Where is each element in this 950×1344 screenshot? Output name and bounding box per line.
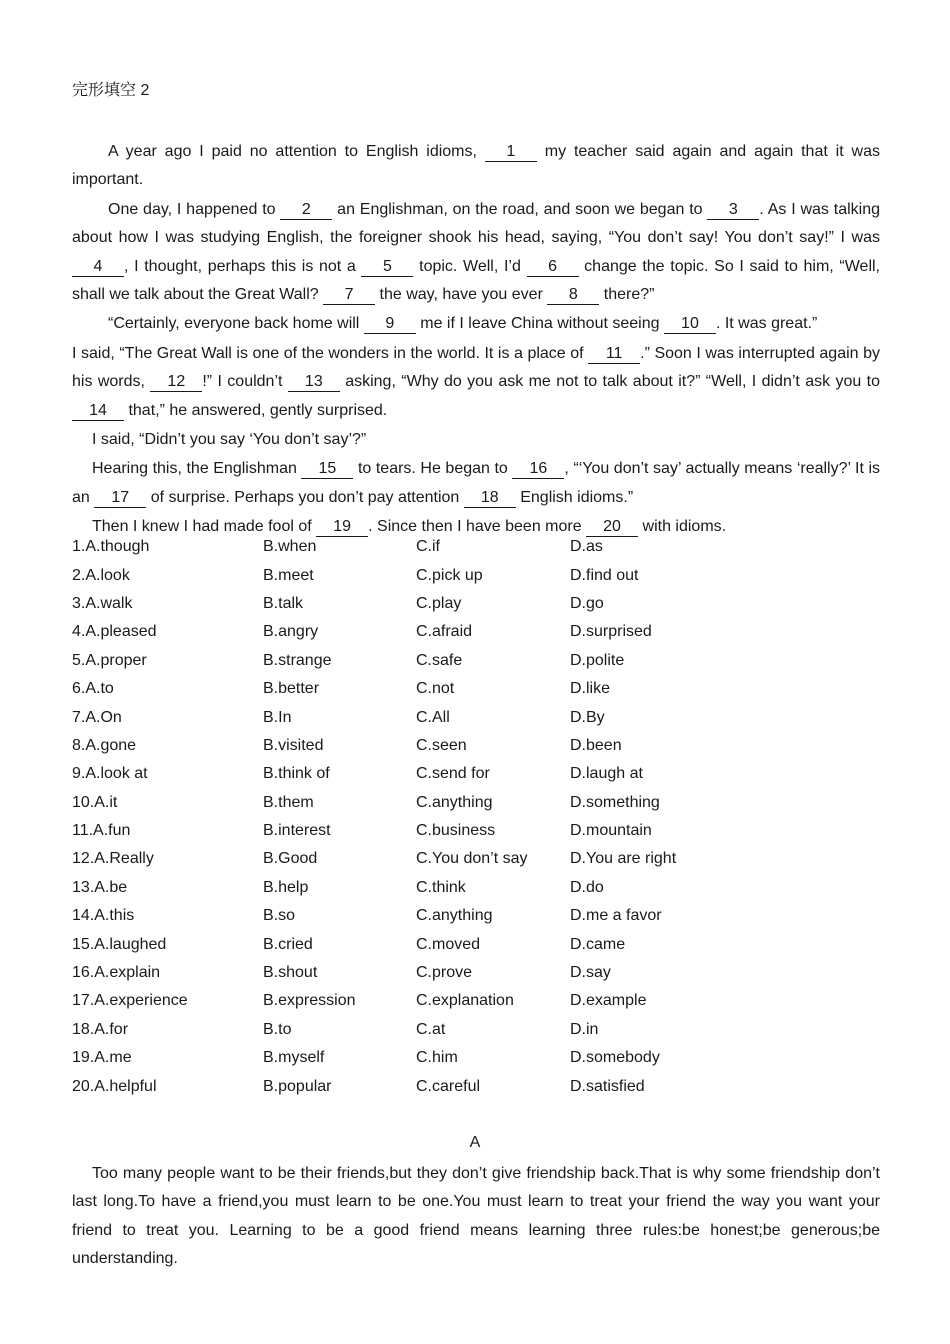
option-choice-b: B.myself: [263, 1049, 325, 1067]
option-choice-a: 5.A.proper: [72, 651, 147, 669]
option-row: [72, 789, 892, 817]
option-choice-a: 2.A.look: [72, 566, 130, 584]
option-row: [72, 647, 892, 675]
option-row: [72, 590, 892, 618]
blank-17: 17: [94, 489, 146, 508]
option-row: [72, 561, 892, 589]
option-choice-c: C.moved: [416, 935, 481, 953]
passage-text: to tears. He began to: [353, 460, 513, 478]
passage-text: .” Soon I was interrupted again by his words,: [72, 344, 880, 391]
option-choice-b: B.so: [263, 907, 296, 925]
blank-12: 12: [150, 373, 202, 392]
blank-1: 1: [485, 143, 537, 162]
option-choice-b: B.strange: [263, 651, 332, 669]
option-choice-c: C.afraid: [416, 623, 473, 641]
option-choice-a: 4.A.pleased: [72, 623, 157, 641]
option-choice-d: D.You are right: [570, 850, 677, 868]
option-row: [72, 1016, 892, 1044]
option-choice-c: C.seen: [416, 736, 467, 754]
option-choice-a: 11.A.fun: [72, 822, 131, 840]
option-choice-d: D.example: [570, 992, 647, 1010]
option-row: [72, 760, 892, 788]
passage-paragraph: [72, 426, 880, 454]
blank-13: 13: [288, 373, 340, 392]
option-choice-c: C.careful: [416, 1077, 481, 1095]
option-choice-c: C.safe: [416, 651, 463, 669]
option-choice-c: C.him: [416, 1049, 458, 1067]
option-choice-c: C.if: [416, 538, 440, 556]
option-choice-b: B.In: [263, 708, 292, 726]
passage-paragraph: [72, 196, 880, 310]
page-title: 完形填空 2: [72, 82, 150, 99]
option-choice-c: C.All: [416, 708, 450, 726]
passage-text: there?”: [599, 286, 655, 304]
option-choice-a: 3.A.walk: [72, 594, 133, 612]
option-row: [72, 732, 892, 760]
passage-paragraph: [72, 340, 880, 425]
option-choice-a: 6.A.to: [72, 680, 114, 698]
passage-text: English idioms.”: [515, 488, 634, 506]
option-row: [72, 845, 892, 873]
option-choice-b: B.them: [263, 793, 314, 811]
passage-text: A year ago I paid no attention to English idioms,: [108, 143, 485, 160]
option-choice-d: D.do: [570, 878, 604, 896]
blank-15: 15: [301, 460, 353, 479]
option-choice-d: D.as: [570, 538, 603, 556]
option-choice-b: B.popular: [263, 1077, 332, 1095]
option-choice-d: D.came: [570, 935, 626, 953]
passage-text: an Englishman, on the road, and soon we began to: [332, 200, 708, 218]
option-choice-d: D.somebody: [570, 1049, 660, 1067]
option-row: [72, 874, 892, 902]
option-choice-c: C.prove: [416, 964, 473, 982]
option-choice-a: 19.A.me: [72, 1049, 132, 1067]
passage-text: One day, I happened to: [108, 200, 281, 218]
option-row: [72, 902, 892, 930]
option-choice-a: 1.A.though: [72, 538, 150, 556]
passage-text: my teacher said again and again that it was important.: [72, 143, 881, 189]
option-choice-c: C.pick up: [416, 566, 483, 584]
passage-text: that,” he answered, gently surprised.: [124, 401, 388, 419]
passage-text: Then I knew I had made fool of: [92, 518, 317, 536]
option-row: [72, 987, 892, 1015]
option-choice-c: C.think: [416, 878, 466, 896]
passage-text: . As I was talking about how I was studying English, the foreigner shook his head, saying, “You don’t say! You don’t say!” I was: [72, 200, 881, 247]
option-row: [72, 959, 892, 987]
option-choice-b: B.when: [263, 538, 317, 556]
blank-8: 8: [547, 286, 599, 305]
blank-9: 9: [364, 315, 416, 334]
option-choice-a: 12.A.Really: [72, 850, 154, 868]
blank-14: 14: [72, 402, 124, 421]
option-choice-a: 17.A.experience: [72, 992, 188, 1010]
option-choice-c: C.You don’t say: [416, 850, 528, 868]
option-choice-a: 13.A.be: [72, 878, 128, 896]
passage-text: change the topic. So I said to him, “Well, shall we talk about the Great Wall?: [72, 257, 880, 304]
passage-text: the way, have you ever: [375, 286, 548, 304]
option-row: [72, 675, 892, 703]
option-row: [72, 618, 892, 646]
passage-text: . Since then I have been more: [368, 518, 587, 536]
option-row: [72, 1072, 892, 1100]
option-row: [72, 533, 892, 561]
blank-3: 3: [707, 201, 759, 220]
option-choice-d: D.By: [570, 708, 605, 726]
option-row: [72, 817, 892, 845]
cloze-passage: [72, 138, 880, 543]
option-choice-b: B.meet: [263, 566, 314, 584]
option-choice-b: B.better: [263, 680, 320, 698]
passage-text: , “‘You don’t say’ actually means ‘really?’ It is an: [72, 460, 881, 506]
blank-4: 4: [72, 258, 124, 277]
option-choice-d: D.polite: [570, 651, 625, 669]
passage-text: !” I couldn’t: [202, 373, 288, 391]
option-choice-b: B.visited: [263, 736, 324, 754]
section-heading: A: [469, 1134, 481, 1151]
option-choice-d: D.me a favor: [570, 907, 662, 925]
blank-7: 7: [323, 286, 375, 305]
option-choice-b: B.shout: [263, 964, 318, 982]
passage-text: me if I leave China without seeing: [415, 315, 664, 333]
option-choice-b: B.help: [263, 878, 309, 896]
passage-text: , I thought, perhaps this is not a: [124, 257, 362, 275]
blank-6: 6: [527, 258, 579, 277]
option-choice-d: D.mountain: [570, 822, 652, 840]
option-row: [72, 1044, 892, 1072]
option-choice-c: C.explanation: [416, 992, 514, 1010]
blank-5: 5: [361, 258, 413, 277]
option-choice-a: 9.A.look at: [72, 765, 148, 783]
option-choice-d: D.in: [570, 1020, 599, 1038]
option-choice-b: B.talk: [263, 594, 304, 612]
passage-paragraph: [72, 310, 880, 338]
option-choice-b: B.Good: [263, 850, 318, 868]
option-choice-d: D.find out: [570, 566, 639, 584]
passage-paragraph: Too many people want to be their friends,but they don’t give friendship back.That is why some friendship don’t last long.To have a friend,you must learn to be one.You must learn to treat your friend the way you want your friend to treat you. Learning to be a good friend means learning three rules:be honest;be generous;be understanding.: [72, 1165, 880, 1268]
option-choice-b: B.cried: [263, 935, 313, 953]
option-row: [72, 930, 892, 958]
option-choice-c: C.play: [416, 594, 462, 612]
option-choice-c: C.send for: [416, 765, 490, 783]
option-choice-a: 10.A.it: [72, 793, 118, 811]
option-choice-a: 14.A.this: [72, 907, 135, 925]
option-choice-a: 7.A.On: [72, 708, 122, 726]
passage-text: Hearing this, the Englishman: [92, 460, 302, 478]
passage-text: topic. Well, I’d: [413, 257, 527, 275]
option-choice-d: D.say: [570, 964, 611, 982]
blank-10: 10: [664, 315, 716, 334]
option-choice-b: B.expression: [263, 992, 356, 1010]
option-choice-c: C.not: [416, 680, 455, 698]
answer-options: [72, 533, 892, 1101]
passage-paragraph: [72, 455, 880, 512]
passage-text: I said, “Didn’t you say ‘You don’t say’?”: [92, 431, 367, 449]
option-choice-d: D.satisfied: [570, 1077, 645, 1095]
option-choice-c: C.anything: [416, 793, 493, 811]
option-choice-d: D.surprised: [570, 623, 652, 641]
option-choice-a: 15.A.laughed: [72, 935, 167, 953]
blank-18: 18: [464, 489, 516, 508]
passage-text: “Certainly, everyone back home will: [108, 315, 364, 333]
option-choice-b: B.angry: [263, 623, 319, 641]
blank-11: 11: [588, 345, 640, 364]
option-choice-a: 16.A.explain: [72, 964, 161, 982]
option-choice-d: D.go: [570, 594, 604, 612]
option-choice-b: B.think of: [263, 765, 330, 783]
blank-2: 2: [280, 201, 332, 220]
option-choice-d: D.like: [570, 680, 611, 698]
blank-19: 19: [316, 518, 368, 537]
passage-text: with idioms.: [638, 518, 727, 536]
option-choice-c: C.business: [416, 822, 496, 840]
option-choice-c: C.at: [416, 1020, 446, 1038]
option-choice-a: 8.A.gone: [72, 736, 137, 754]
reading-passage-a: [72, 1160, 880, 1274]
blank-20: 20: [586, 518, 638, 537]
blank-16: 16: [512, 460, 564, 479]
option-choice-d: D.something: [570, 793, 660, 811]
passage-text: asking, “Why do you ask me not to talk about it?” “Well, I didn’t ask you to: [339, 373, 881, 391]
option-row: [72, 703, 892, 731]
passage-text: of surprise. Perhaps you don’t pay attention: [146, 488, 464, 506]
passage-text: . It was great.”: [715, 315, 818, 333]
passage-paragraph: [72, 138, 880, 195]
option-choice-a: 20.A.helpful: [72, 1077, 157, 1095]
option-choice-a: 18.A.for: [72, 1020, 129, 1038]
passage-text: I said, “The Great Wall is one of the wonders in the world. It is a place of: [72, 344, 589, 362]
option-choice-d: D.laugh at: [570, 765, 643, 783]
option-choice-b: B.interest: [263, 822, 331, 840]
option-choice-c: C.anything: [416, 907, 493, 925]
option-choice-d: D.been: [570, 736, 622, 754]
option-choice-b: B.to: [263, 1020, 292, 1038]
